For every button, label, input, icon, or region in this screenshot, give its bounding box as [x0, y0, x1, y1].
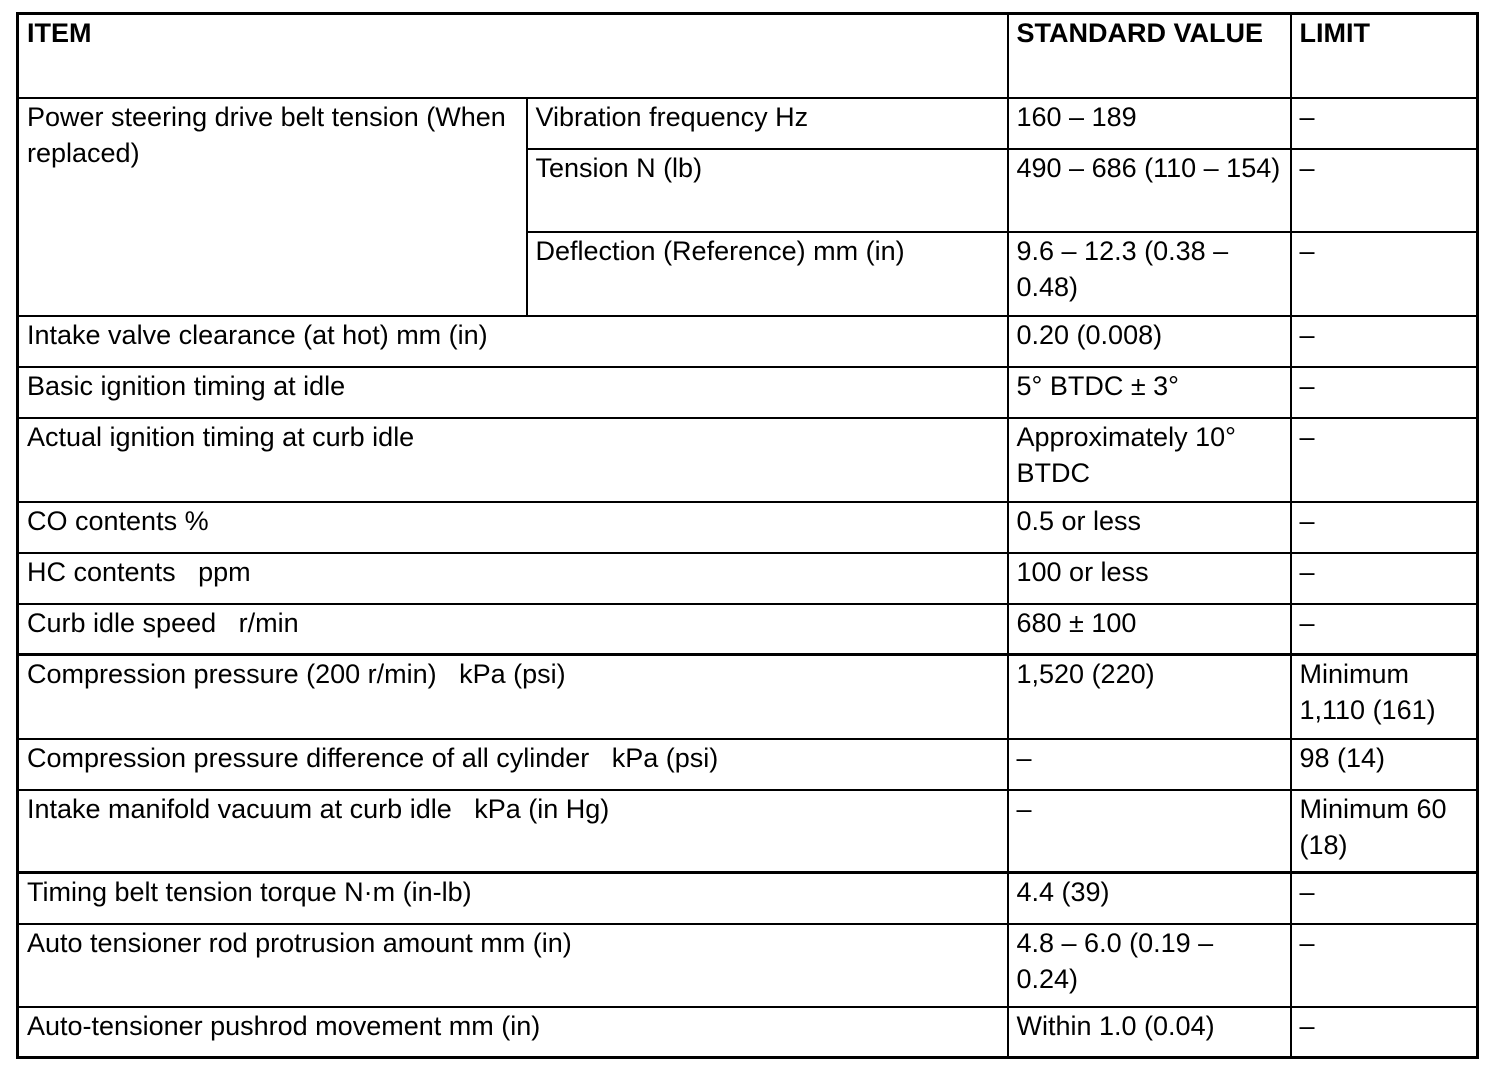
- standard-value-cell: –: [1008, 739, 1291, 790]
- table-row: [18, 604, 1478, 655]
- belt-tension-label: Power steering drive belt tension (When replaced): [18, 98, 527, 316]
- table-row: [18, 98, 1478, 149]
- item-cell: Auto-tensioner pushrod movement mm (in): [18, 1007, 1008, 1058]
- limit-cell: –: [1291, 502, 1478, 553]
- table-row: [18, 924, 1478, 1007]
- standard-value-cell: 1,520 (220): [1008, 655, 1291, 739]
- limit-cell: –: [1291, 418, 1478, 502]
- item-cell: Auto tensioner rod protrusion amount mm (in): [18, 924, 1008, 1007]
- limit-cell: –: [1291, 98, 1478, 149]
- standard-value-cell: 680 ± 100: [1008, 604, 1291, 655]
- table-row: [18, 739, 1478, 790]
- belt-subitem: Vibration frequency Hz: [527, 98, 1008, 149]
- table-row: [18, 367, 1478, 418]
- limit-cell: Minimum 1,110 (161): [1291, 655, 1478, 739]
- table-row: [18, 790, 1478, 873]
- limit-cell: –: [1291, 149, 1478, 232]
- standard-value-cell: 4.8 – 6.0 (0.19 – 0.24): [1008, 924, 1291, 1007]
- limit-cell: Minimum 60 (18): [1291, 790, 1478, 873]
- limit-cell: –: [1291, 367, 1478, 418]
- belt-subitem: Tension N (lb): [527, 149, 1008, 232]
- limit-cell: –: [1291, 873, 1478, 924]
- limit-cell: –: [1291, 553, 1478, 604]
- spec-table: [16, 12, 1479, 1059]
- item-cell: Timing belt tension torque N·m (in-lb): [18, 873, 1008, 924]
- standard-value-cell: 490 – 686 (110 – 154): [1008, 149, 1291, 232]
- standard-value-cell: –: [1008, 790, 1291, 873]
- item-cell: HC contents ppm: [18, 553, 1008, 604]
- item-cell: Intake manifold vacuum at curb idle kPa (in Hg): [18, 790, 1008, 873]
- belt-subitem: Deflection (Reference) mm (in): [527, 232, 1008, 316]
- standard-value-cell: 0.5 or less: [1008, 502, 1291, 553]
- table-row: [18, 873, 1478, 924]
- standard-value-cell: Approximately 10° BTDC: [1008, 418, 1291, 502]
- item-cell: Compression pressure difference of all cylinder kPa (psi): [18, 739, 1008, 790]
- standard-value-cell: 4.4 (39): [1008, 873, 1291, 924]
- item-cell: CO contents %: [18, 502, 1008, 553]
- table-row: [18, 316, 1478, 367]
- table-row: [18, 418, 1478, 502]
- standard-value-cell: Within 1.0 (0.04): [1008, 1007, 1291, 1058]
- limit-cell: –: [1291, 1007, 1478, 1058]
- standard-value-cell: 100 or less: [1008, 553, 1291, 604]
- limit-cell: –: [1291, 316, 1478, 367]
- table-row: [18, 502, 1478, 553]
- item-cell: Curb idle speed r/min: [18, 604, 1008, 655]
- table-row: [18, 553, 1478, 604]
- standard-value-cell: 5° BTDC ± 3°: [1008, 367, 1291, 418]
- standard-value-cell: 9.6 – 12.3 (0.38 – 0.48): [1008, 232, 1291, 316]
- limit-cell: –: [1291, 924, 1478, 1007]
- table-row: [18, 655, 1478, 739]
- table-row: [18, 1007, 1478, 1058]
- header-item: ITEM: [18, 14, 1008, 98]
- item-cell: Intake valve clearance (at hot) mm (in): [18, 316, 1008, 367]
- limit-cell: –: [1291, 604, 1478, 655]
- item-cell: Compression pressure (200 r/min) kPa (psi): [18, 655, 1008, 739]
- limit-cell: –: [1291, 232, 1478, 316]
- standard-value-cell: 0.20 (0.008): [1008, 316, 1291, 367]
- standard-value-cell: 160 – 189: [1008, 98, 1291, 149]
- limit-cell: 98 (14): [1291, 739, 1478, 790]
- item-cell: Actual ignition timing at curb idle: [18, 418, 1008, 502]
- header-row: [18, 14, 1478, 98]
- header-limit: LIMIT: [1291, 14, 1478, 98]
- item-cell: Basic ignition timing at idle: [18, 367, 1008, 418]
- header-standard-value: STANDARD VALUE: [1008, 14, 1291, 98]
